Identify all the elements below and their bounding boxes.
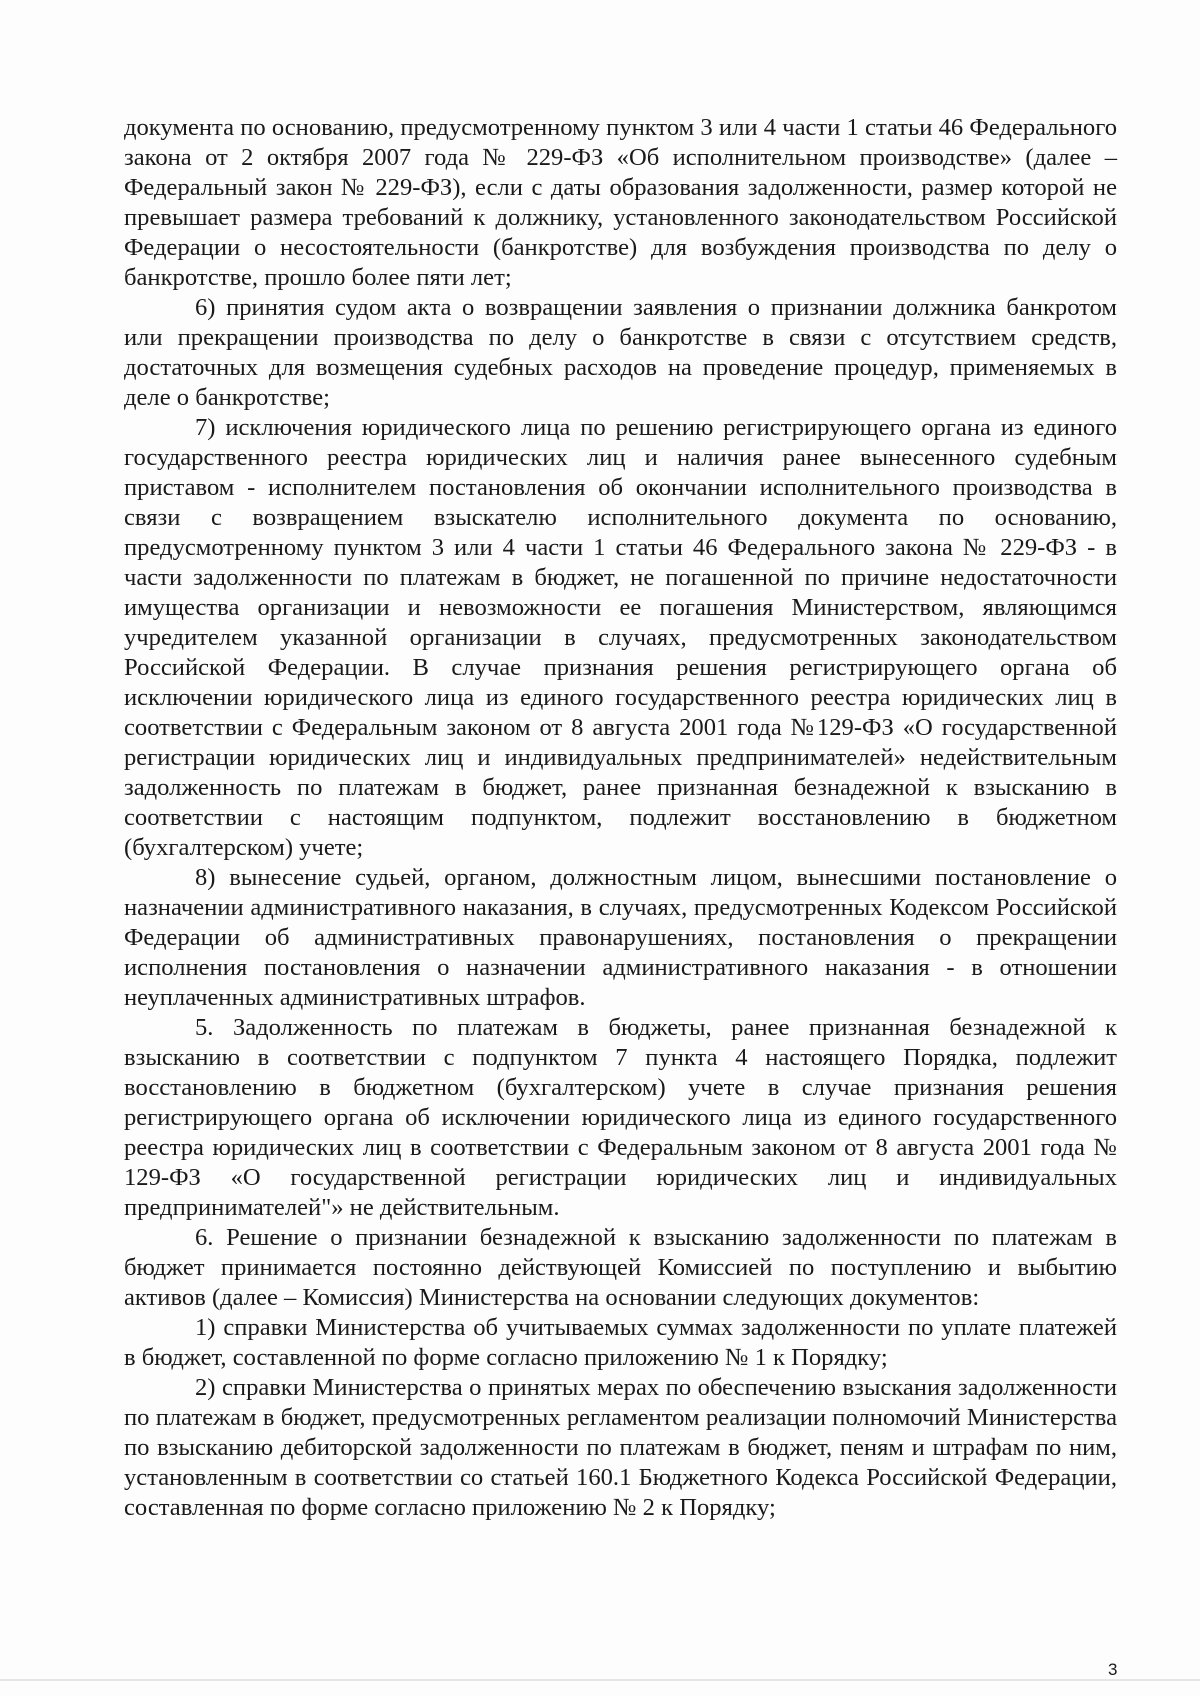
paragraph-section-6: 6. Решение о признании безнадежной к взысканию задолженности по платежам в бюджет принимается постоянно действующей Комиссией по поступлению и выбытию активов (далее – Комиссия) Министерства на основании следующих документов: [124,1224,1117,1311]
scan-edge-divider [0,1679,1200,1681]
paragraph-subitem-2: 2) справки Министерства о принятых мерах по обеспечению взыскания задолженности по платежам в бюджет, предусмотренных регламентом реализации полномочий Министерства по взысканию дебиторской задолженности по платежам в бюджет, пеням и штрафам по ним, установленным в соответствии со статьей 160.1 Бюджетного Кодекса Российской Федерации, составленная по форме согласно приложению № 2 к Порядку; [124,1374,1117,1521]
paragraph-item-7: 7) исключения юридического лица по решению регистрирующего органа из единого государственного реестра юридических лиц и наличия ранее вынесенного судебным приставом - исполнителем постановления об окончании исполнительного производства в связи с возвращением взыскателю исполнительного документа по основанию, предусмотренному пунктом 3 или 4 части 1 статьи 46 Федерального закона № 229-ФЗ - в части задолженности по платежам в бюджет, не погашенной по причине недостаточности имущества организации и невозможности ее погашения Министерством, являющимся учредителем указанной организации в случаях, предусмотренных законодательством Российской Федерации. В случае признания решения регистрирующего органа об исключении юридического лица из единого государственного реестра юридических лиц в соответствии с Федеральным законом от 8 августа 2001 года №129-ФЗ «О государственной регистрации юридических лиц и индивидуальных предпринимателей» недействительным задолженность по платежам в бюджет, ранее признанная безнадежной к взысканию в соответствии с настоящим подпунктом, подлежит восстановлению в бюджетном (бухгалтерском) учете; [124,414,1117,861]
paragraph-item-6: 6) принятия судом акта о возвращении заявления о признании должника банкротом или прекращении производства по делу о банкротстве в связи с отсутствием средств, достаточных для возмещения судебных расходов на проведение процедур, применяемых в деле о банкротстве; [124,294,1117,411]
paragraph-section-5: 5. Задолженность по платежам в бюджеты, ранее признанная безнадежной к взысканию в соответствии с подпунктом 7 пункта 4 настоящего Порядка, подлежит восстановлению в бюджетном (бухгалтерском) учете в случае признания решения регистрирующего органа об исключении юридического лица из единого государственного реестра юридических лиц в соответствии с Федеральным законом от 8 августа 2001 года № 129-ФЗ «О государственной регистрации юридических лиц и индивидуальных предпринимателей"» не действительным. [124,1014,1117,1221]
paragraph-continuation: документа по основанию, предусмотренному пунктом 3 или 4 части 1 статьи 46 Федерального закона от 2 октября 2007 года № 229-ФЗ «Об исполнительном производстве» (далее – Федеральный закон № 229-ФЗ), если с даты образования задолженности, размер которой не превышает размера требований к должнику, установленного законодательством Российской Федерации о несостоятельности (банкротстве) для возбуждения производства по делу о банкротстве, прошло более пяти лет; [124,114,1117,291]
document-body [124,113,1117,1523]
paragraph-item-8: 8) вынесение судьей, органом, должностным лицом, вынесшими постановление о назначении административного наказания, в случаях, предусмотренных Кодексом Российской Федерации об административных правонарушениях, постановления о прекращении исполнения постановления о назначении административного наказания - в отношении неуплаченных административных штрафов. [124,864,1117,1011]
page-number: 3 [1108,1660,1118,1679]
paragraph-subitem-1: 1) справки Министерства об учитываемых суммах задолженности по уплате платежей в бюджет, составленной по форме согласно приложению № 1 к Порядку; [124,1314,1117,1371]
